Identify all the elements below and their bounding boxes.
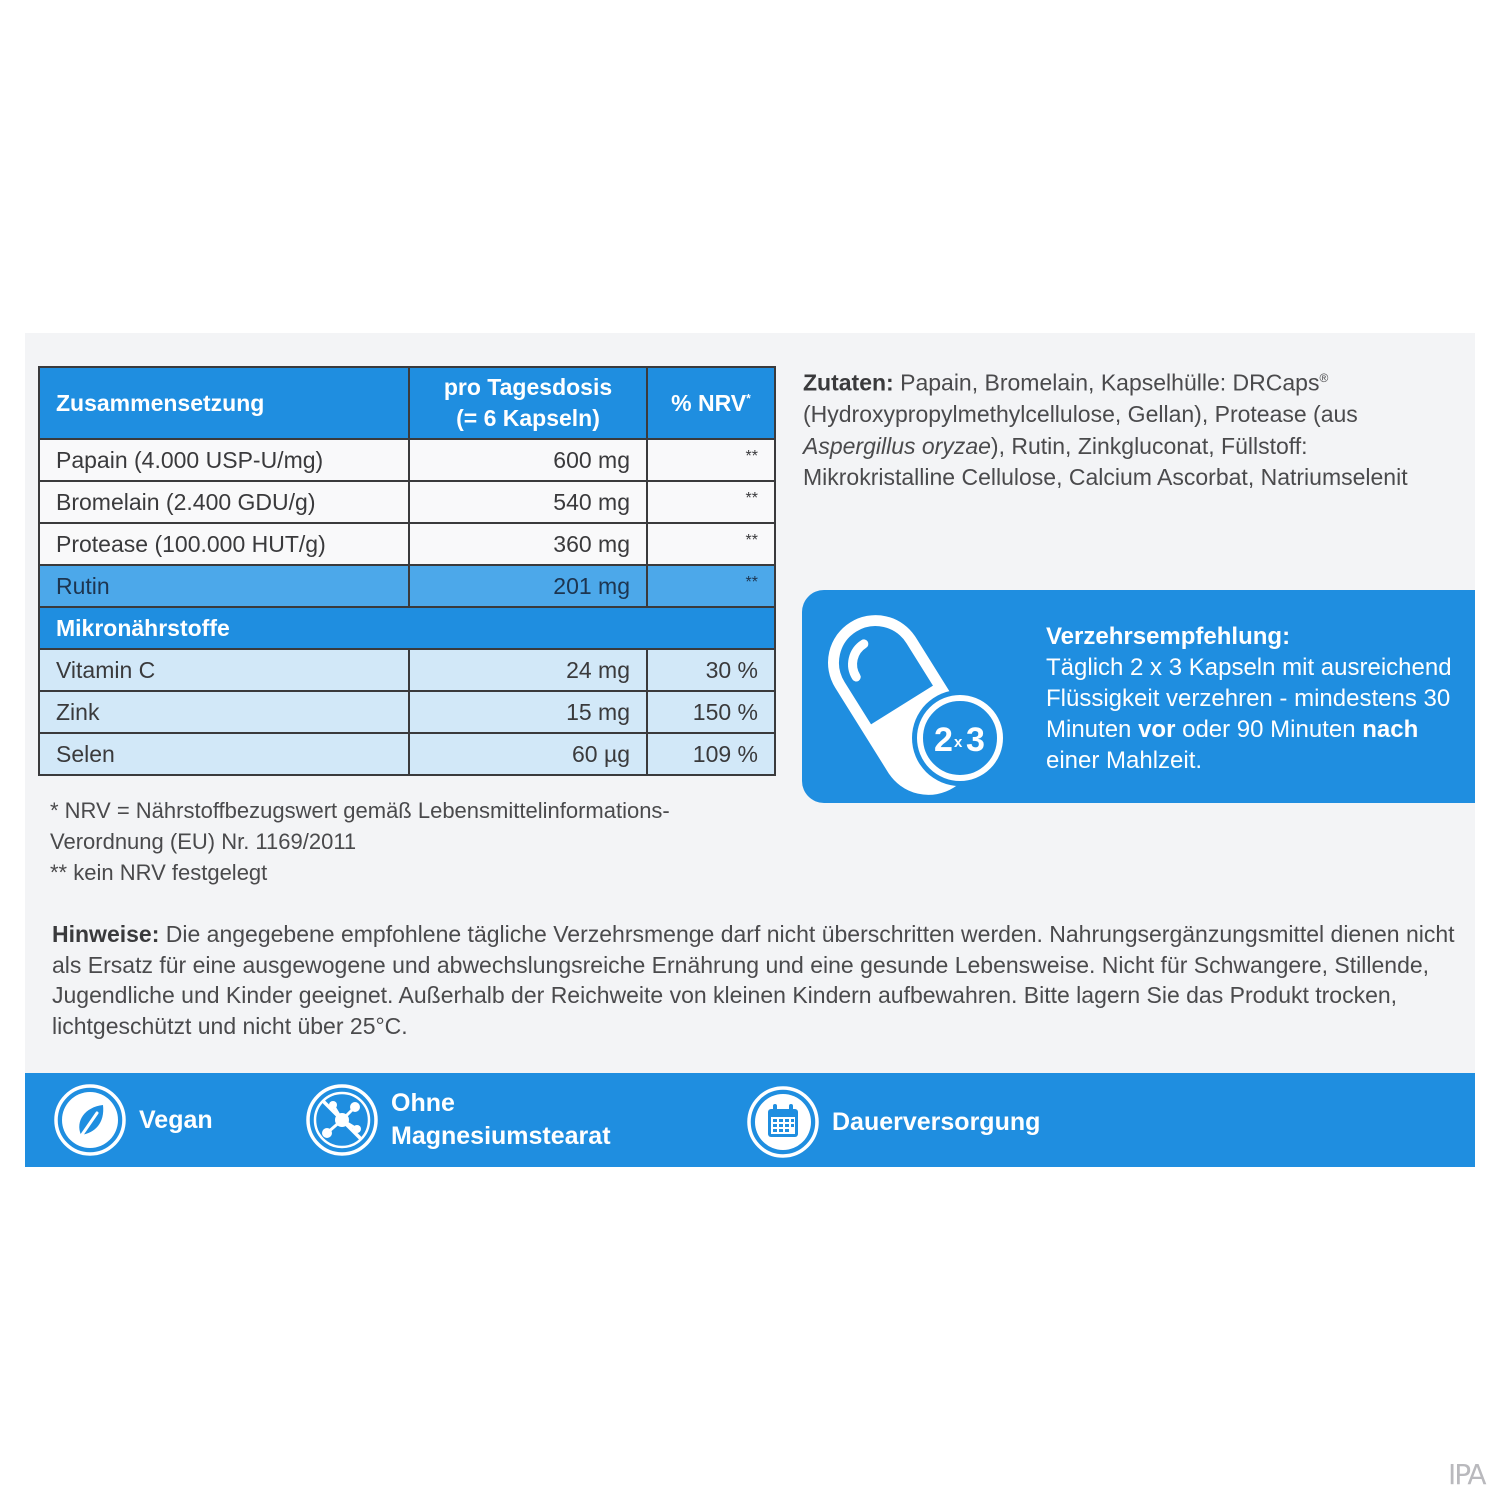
dosage-instructions: Täglich 2 x 3 Kapseln mit ausreichend Flüssigkeit verzehren - mindestens 30 Minuten vor oder 90 Minuten nach einer Mahlzeit. (1046, 654, 1452, 774)
header-nrv: % NRV* (647, 367, 775, 439)
table-row (39, 649, 775, 691)
feature-continuous-supply-label: Dauerversorgung (832, 1107, 1041, 1136)
table-row (39, 439, 775, 481)
feature-continuous-supply (746, 1085, 1040, 1159)
ingredient-name: Rutin (39, 565, 409, 607)
table-row (39, 733, 775, 775)
table-row (39, 481, 775, 523)
dosage-text (1046, 621, 1466, 776)
ingredient-amount: 600 mg (409, 439, 647, 481)
capsule-icon (822, 605, 1022, 805)
micronutrient-nrv: 30 % (647, 649, 775, 691)
dose-badge-right: 3 (966, 721, 985, 759)
table-row (39, 523, 775, 565)
ingredient-name: Papain (4.000 USP-U/mg) (39, 439, 409, 481)
ingredient-amount: 201 mg (409, 565, 647, 607)
micronutrient-amount: 15 mg (409, 691, 647, 733)
table-row (39, 691, 775, 733)
footnote-line: * NRV = Nährstoffbezugswert gemäß Lebensmittelinformations- (50, 798, 670, 823)
table-row (39, 565, 775, 607)
section-title: Mikronährstoffe (39, 607, 775, 649)
ingredient-nrv: ** (647, 565, 775, 607)
ingredient-nrv: ** (647, 439, 775, 481)
micronutrient-amount: 24 mg (409, 649, 647, 691)
notes-label: Hinweise: (52, 921, 160, 947)
ingredient-name: Protease (100.000 HUT/g) (39, 523, 409, 565)
micronutrient-nrv: 150 % (647, 691, 775, 733)
micronutrient-amount: 60 µg (409, 733, 647, 775)
dose-badge-left: 2 (934, 721, 953, 759)
calendar-icon (746, 1085, 820, 1159)
no-molecule-icon (305, 1083, 379, 1157)
micronutrient-nrv: 109 % (647, 733, 775, 775)
table-footnotes (50, 795, 810, 888)
feature-no-magnesium-label: Ohne Magnesiumstearat (391, 1089, 611, 1150)
feature-vegan (53, 1083, 213, 1157)
notes-text: Hinweise: Die angegebene empfohlene tägliche Verzehrsmenge darf nicht überschritten werden. Nahrungsergänzungsmittel dienen nicht als Ersatz für eine ausgewogene und abwechslungsreiche Ernährung und eine gesunde Lebensweise. Nicht für Schwangere, Stillende, Jugendliche und Kinder geeignet. Außerhalb der Reichweite von kleinen Kindern aufbewahren. Bitte lagern Sie das Produkt trocken, lichtgeschützt und nicht über 25°C. (52, 921, 1455, 1039)
micronutrient-name: Vitamin C (39, 649, 409, 691)
micronutrient-name: Selen (39, 733, 409, 775)
vegan-leaf-icon (53, 1083, 127, 1157)
ingredient-nrv: ** (647, 523, 775, 565)
dose-badge-x: x (954, 734, 963, 751)
header-composition: Zusammensetzung (39, 367, 409, 439)
dosage-title: Verzehrsempfehlung: (1046, 623, 1291, 650)
feature-no-magnesium-stearate (305, 1083, 611, 1157)
table-header-row (39, 367, 775, 439)
header-per-dose: pro Tagesdosis (= 6 Kapseln) (409, 367, 647, 439)
ingredient-nrv: ** (647, 481, 775, 523)
ingredients-label: Zutaten: (803, 369, 894, 396)
ingredient-amount: 540 mg (409, 481, 647, 523)
ingredient-name: Bromelain (2.400 GDU/g) (39, 481, 409, 523)
ingredients-text: Zutaten: Papain, Bromelain, Kapselhülle: DRCaps® (Hydroxypropylmethylcellulose, Gellan), Protease (aus Aspergillus oryzae), Rutin, Zinkgluconat, Füllstoff: Mikrokristalline Cellulose, Calcium Ascorbat, Natriumselenit (803, 369, 1408, 491)
micronutrient-name: Zink (39, 691, 409, 733)
feature-vegan-label: Vegan (139, 1105, 213, 1134)
footnote-line: ** kein NRV festgelegt (50, 860, 268, 885)
section-row (39, 607, 775, 649)
nutrition-table (38, 366, 776, 776)
footnote-line: Verordnung (EU) Nr. 1169/2011 (50, 829, 357, 854)
watermark-logo: IPA (1448, 1458, 1485, 1491)
ingredient-amount: 360 mg (409, 523, 647, 565)
